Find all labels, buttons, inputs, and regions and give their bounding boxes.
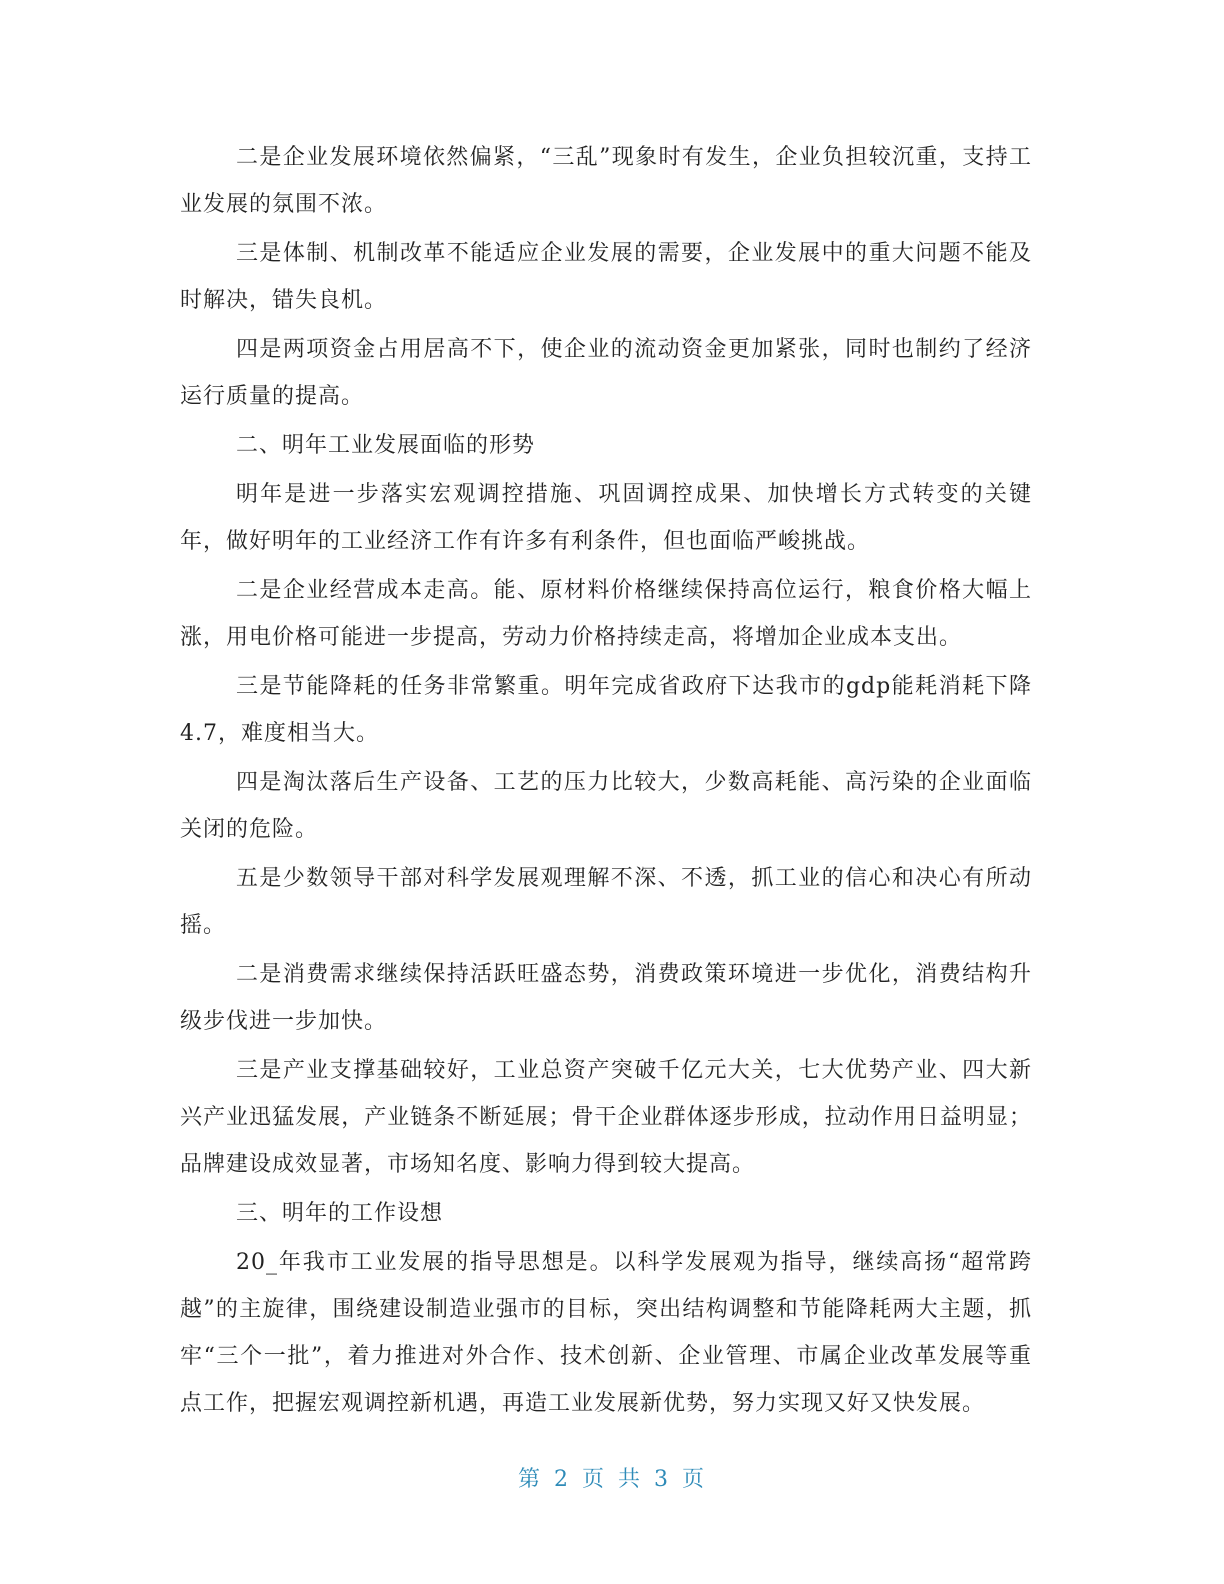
- page-label-suffix: 页: [682, 1467, 707, 1492]
- paragraph: 四是淘汰落后生产设备、工艺的压力比较大，少数高耗能、高污染的企业面临关闭的危险。: [180, 770, 1032, 842]
- document-body: [180, 134, 1032, 1429]
- paragraph: 二是消费需求继续保持活跃旺盛态势，消费政策环境进一步优化，消费结构升级步伐进一步加快。: [180, 962, 1032, 1034]
- total-pages-number: 3: [654, 1467, 671, 1492]
- page-label-mid1: 页: [581, 1467, 606, 1492]
- paragraph: 二是企业发展环境依然偏紧，“三乱”现象时有发生，企业负担较沉重，支持工业发展的氛围不浓。: [180, 145, 1032, 217]
- paragraph: 三是节能降耗的任务非常繁重。明年完成省政府下达我市的gdp能耗消耗下降4.7，难度相当大。: [180, 674, 1032, 746]
- paragraph: 三是体制、机制改革不能适应企业发展的需要，企业发展中的重大问题不能及时解决，错失良机。: [180, 241, 1032, 313]
- paragraph: 四是两项资金占用居高不下，使企业的流动资金更加紧张，同时也制约了经济运行质量的提高。: [180, 337, 1032, 409]
- section-heading: 三、明年的工作设想: [236, 1201, 444, 1226]
- page-label-mid2: 共: [618, 1467, 643, 1492]
- paragraph: 明年是进一步落实宏观调控措施、巩固调控成果、加快增长方式转变的关键年，做好明年的工业经济工作有许多有利条件，但也面临严峻挑战。: [180, 482, 1032, 554]
- paragraph: 五是少数领导干部对科学发展观理解不深、不透，抓工业的信心和决心有所动摇。: [180, 866, 1032, 938]
- section-heading: 二、明年工业发展面临的形势: [236, 433, 536, 458]
- page-footer: [0, 1462, 1224, 1493]
- paragraph: 二是企业经营成本走高。能、原材料价格继续保持高位运行，粮食价格大幅上涨，用电价格可能进一步提高，劳动力价格持续走高，将增加企业成本支出。: [180, 578, 1032, 650]
- paragraph: 20_年我市工业发展的指导思想是。以科学发展观为指导，继续高扬“超常跨越”的主旋律，围绕建设制造业强市的目标，突出结构调整和节能降耗两大主题，抓牢“三个一批”，着力推进对外合作、技术创新、企业管理、市属企业改革发展等重点工作，把握宏观调控新机遇，再造工业发展新优势，努力实现又好又快发展。: [180, 1250, 1032, 1416]
- current-page-number: 2: [553, 1467, 570, 1492]
- page-label-prefix: 第: [517, 1467, 542, 1492]
- paragraph: 三是产业支撑基础较好，工业总资产突破千亿元大关，七大优势产业、四大新兴产业迅猛发展，产业链条不断延展；骨干企业群体逐步形成，拉动作用日益明显；品牌建设成效显著，市场知名度、影响力得到较大提高。: [180, 1058, 1032, 1177]
